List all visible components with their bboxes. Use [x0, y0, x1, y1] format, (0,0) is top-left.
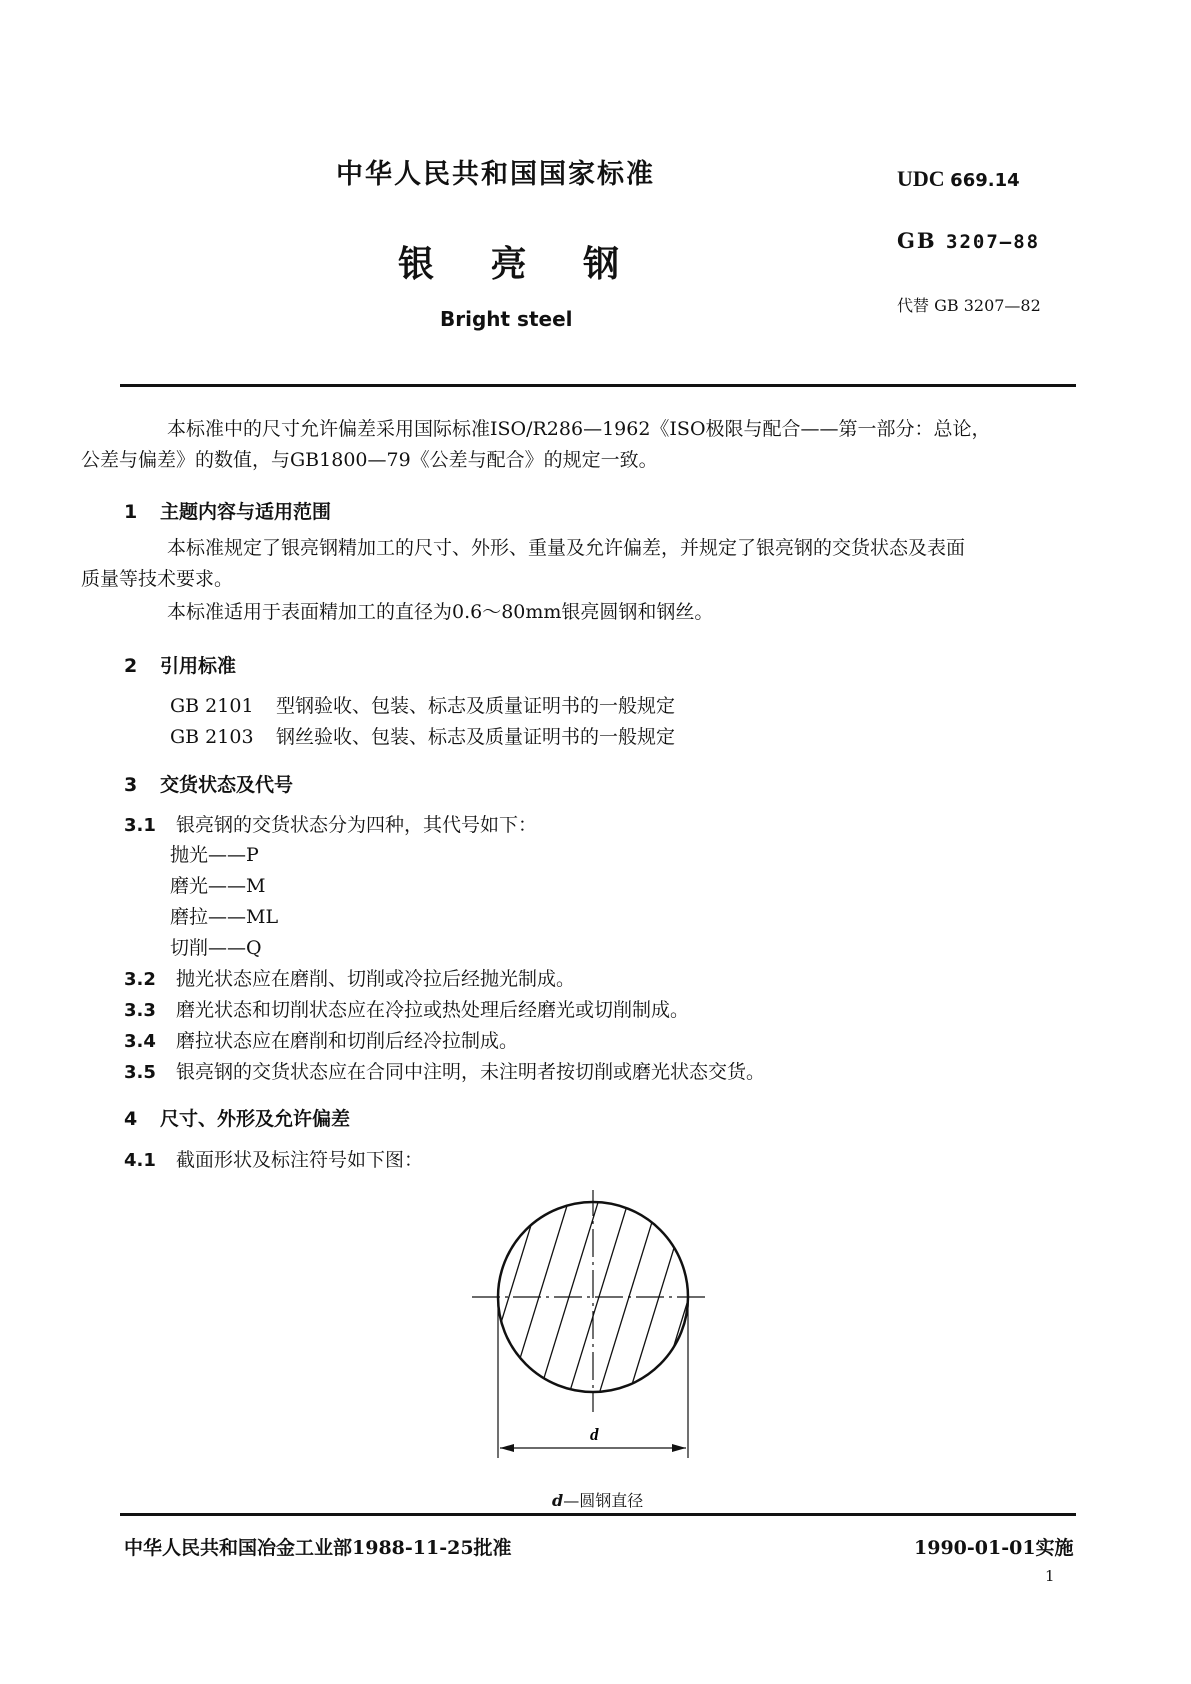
gb-code: [897, 228, 1040, 253]
gb-label: GB: [897, 228, 937, 253]
footer-divider: [120, 1513, 1076, 1516]
replaces-standard: 代替 GB 3207—82: [897, 296, 1041, 315]
udc-label: UDC: [897, 166, 945, 191]
approval-info: 中华人民共和国冶金工业部1988-11-25批准: [124, 1537, 512, 1559]
section-3-number: 3: [124, 774, 138, 796]
section-3-title: 交货状态及代号: [160, 774, 294, 796]
document-title-cn: 银 亮 钢: [398, 243, 642, 285]
state-code-ground-drawn: 磨拉——ML: [170, 906, 279, 928]
intro-line-2: 公差与偏差》的数值，与GB1800—79《公差与配合》的规定一致。: [81, 449, 658, 471]
section-4-heading: [124, 1104, 350, 1131]
clause-3-4: [124, 1026, 518, 1053]
section-1-p1-line-1: 本标准规定了银亮钢精加工的尺寸、外形、重量及允许偏差，并规定了银亮钢的交货状态及表面: [167, 537, 966, 559]
clause-4-1: [124, 1145, 423, 1172]
reference-code: GB 2101: [170, 695, 254, 717]
section-1-number: 1: [124, 501, 138, 523]
intro-line-1: 本标准中的尺寸允许偏差采用国际标准ISO/R286—1962《ISO极限与配合——第一部分：总论，: [167, 418, 991, 440]
clause-number: 3.4: [124, 1031, 156, 1052]
dimension-arrow-left: [500, 1444, 514, 1452]
clause-number: 3.5: [124, 1062, 156, 1083]
reference-code: GB 2103: [170, 726, 254, 748]
gb-number: 3207—88: [946, 231, 1041, 253]
cross-section-figure: [458, 1190, 718, 1480]
intro-paragraph: [81, 414, 1074, 476]
clause-number: 4.1: [124, 1150, 156, 1171]
clause-text: 银亮钢的交货状态分为四种，其代号如下：: [176, 814, 538, 836]
clause-text: 截面形状及标注符号如下图：: [176, 1149, 424, 1171]
section-2-number: 2: [124, 655, 138, 677]
state-code-turned: 切削——Q: [170, 937, 262, 959]
dimension-label: d: [590, 1425, 599, 1444]
section-3-heading: [124, 770, 293, 797]
reference-text: 钢丝验收、包装、标志及质量证明书的一般规定: [276, 726, 676, 748]
figure-caption: [552, 1488, 643, 1511]
section-1-paragraph-1: [81, 533, 1074, 595]
clause-3-2: [124, 964, 575, 991]
clause-text: 抛光状态应在磨削、切削或冷拉后经抛光制成。: [176, 968, 576, 990]
udc-code: [897, 166, 1020, 192]
section-2-heading: [124, 651, 236, 678]
section-1-heading: [124, 497, 331, 524]
header-divider: [120, 384, 1076, 387]
caption-symbol: d: [552, 1491, 564, 1510]
page-number: 1: [1045, 1567, 1055, 1585]
clause-3-3: [124, 995, 689, 1022]
clause-text: 磨拉状态应在磨削和切削后经冷拉制成。: [176, 1030, 519, 1052]
caption-text: —圆钢直径: [563, 1491, 644, 1510]
effective-date: 1990-01-01实施: [914, 1537, 1074, 1559]
section-1-paragraph-2: 本标准适用于表面精加工的直径为0.6～80mm银亮圆钢和钢丝。: [167, 601, 714, 623]
section-4-title: 尺寸、外形及允许偏差: [160, 1108, 351, 1130]
section-1-p1-line-2: 质量等技术要求。: [81, 568, 234, 590]
national-standard-heading: 中华人民共和国国家标准: [336, 159, 655, 190]
dimension-arrow-right: [672, 1444, 686, 1452]
clause-3-5: [124, 1057, 765, 1084]
clause-3-1: [124, 810, 537, 837]
section-4-number: 4: [124, 1108, 138, 1130]
section-2-title: 引用标准: [160, 655, 237, 677]
reference-item: [170, 691, 675, 718]
udc-number: 669.14: [950, 170, 1020, 191]
section-1-title: 主题内容与适用范围: [160, 501, 332, 523]
reference-item: [170, 722, 675, 749]
clause-number: 3.3: [124, 1000, 156, 1021]
hatching: [458, 1190, 718, 1430]
clause-text: 银亮钢的交货状态应在合同中注明，未注明者按切削或磨光状态交货。: [176, 1061, 766, 1083]
state-code-ground: 磨光——M: [170, 875, 266, 897]
document-title-en: Bright steel: [440, 307, 573, 331]
clause-text: 磨光状态和切削状态应在冷拉或热处理后经磨光或切削制成。: [176, 999, 690, 1021]
clause-number: 3.1: [124, 815, 156, 836]
reference-text: 型钢验收、包装、标志及质量证明书的一般规定: [276, 695, 676, 717]
clause-number: 3.2: [124, 969, 156, 990]
state-code-polished: 抛光——P: [170, 844, 259, 866]
